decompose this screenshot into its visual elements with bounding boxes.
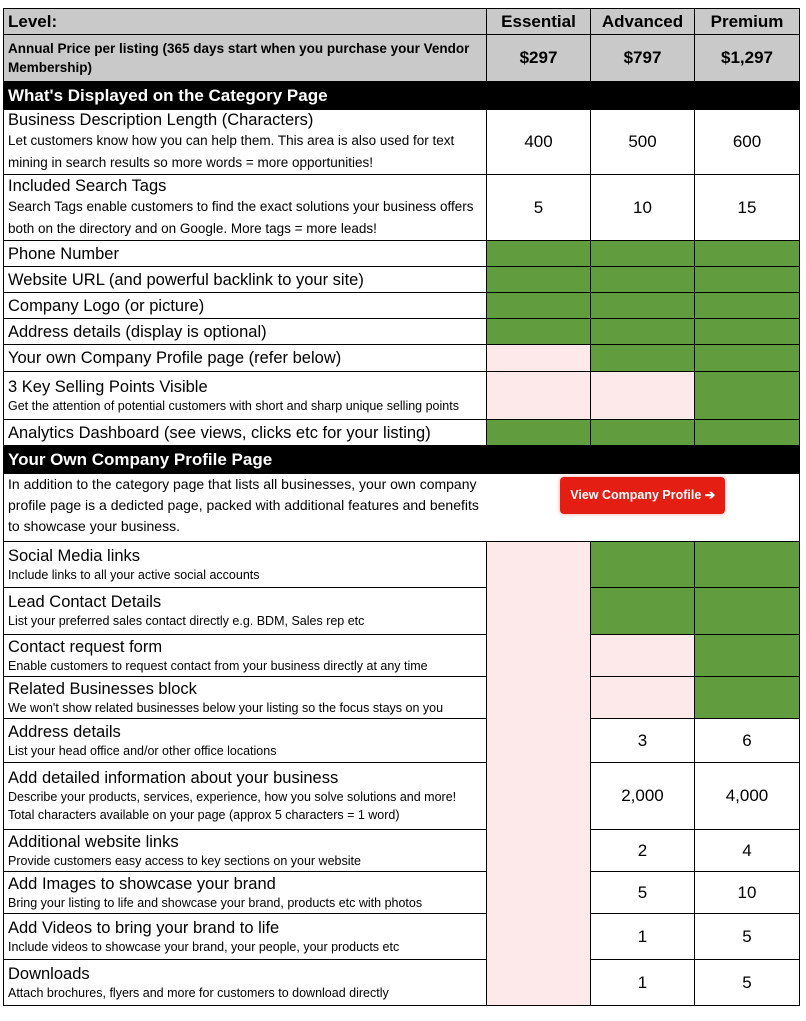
value-cell: 5	[695, 960, 800, 1006]
profile-feature-row	[4, 588, 800, 635]
feature-cell	[4, 110, 487, 175]
feature-title: Add Videos to bring your brand to life	[8, 918, 280, 937]
included-cell	[487, 420, 591, 446]
feature-row	[4, 267, 800, 293]
feature-title: Contact request form	[8, 637, 163, 656]
feature-cell	[4, 763, 487, 830]
feature-description: List your head office and/or other office locations	[8, 743, 277, 758]
column-advanced: Advanced	[591, 9, 695, 35]
feature-row	[4, 241, 800, 267]
value-cell: 400	[487, 110, 591, 175]
included-cell	[695, 267, 800, 293]
value-cell: 5	[591, 872, 695, 914]
column-essential: Essential	[487, 9, 591, 35]
feature-title: Analytics Dashboard (see views, clicks etc for your listing)	[8, 423, 431, 442]
feature-description: Attach brochures, flyers and more for customers to download directly	[8, 985, 389, 1000]
value-cell: 1	[591, 914, 695, 960]
value-cell: 5	[487, 175, 591, 241]
feature-title: 3 Key Selling Points Visible	[8, 377, 208, 396]
price-premium: $1,297	[695, 35, 800, 82]
included-cell	[695, 542, 800, 588]
feature-cell	[4, 960, 487, 1006]
included-cell	[695, 677, 800, 719]
included-cell	[695, 420, 800, 446]
feature-cell	[4, 372, 487, 420]
feature-description: Describe your products, services, experience, how you solve solutions and more!	[8, 790, 457, 804]
feature-cell	[4, 588, 487, 635]
included-cell	[695, 319, 800, 345]
feature-title: Additional website links	[8, 832, 179, 851]
button-label: View Company Profile	[570, 488, 702, 502]
value-cell: 15	[695, 175, 800, 241]
value-cell: 6	[695, 719, 800, 763]
profile-feature-row	[4, 719, 800, 763]
feature-title: Social Media links	[8, 546, 141, 565]
feature-title: Company Logo (or picture)	[8, 296, 205, 315]
feature-description: Provide customers easy access to key sections on your website	[8, 853, 361, 868]
value-cell: 2,000	[591, 763, 695, 830]
feature-description: Enable customers to request contact from your business directly at any time	[8, 658, 428, 673]
value-cell: 600	[695, 110, 800, 175]
section-header	[4, 446, 800, 474]
level-label: Level:	[4, 9, 487, 35]
feature-cell	[4, 542, 487, 588]
section-title: What's Displayed on the Category Page	[4, 82, 800, 110]
feature-title: Website URL (and powerful backlink to your site)	[8, 270, 364, 289]
included-cell	[695, 345, 800, 372]
profile-feature-row	[4, 635, 800, 677]
feature-cell	[4, 319, 487, 345]
included-cell	[487, 319, 591, 345]
not-included-cell	[487, 345, 591, 372]
not-included-cell	[591, 677, 695, 719]
feature-cell	[4, 914, 487, 960]
feature-description: List your preferred sales contact directly e.g. BDM, Sales rep etc	[8, 614, 365, 628]
value-cell: 5	[695, 914, 800, 960]
feature-row	[4, 175, 800, 241]
price-label: Annual Price per listing (365 days start when you purchase your Vendor Membership)	[4, 35, 487, 82]
profile-feature-row	[4, 542, 800, 588]
feature-title: Your own Company Profile page (refer below)	[8, 349, 342, 367]
included-cell	[695, 293, 800, 319]
feature-title: Address details (display is optional)	[8, 322, 267, 341]
header-row	[4, 9, 800, 35]
feature-cell	[4, 719, 487, 763]
price-row	[4, 35, 800, 82]
feature-title: Related Businesses block	[8, 679, 197, 698]
feature-title: Add Images to showcase your brand	[8, 874, 276, 893]
not-included-cell	[487, 372, 591, 420]
profile-feature-row	[4, 960, 800, 1006]
value-cell: 3	[591, 719, 695, 763]
arrow-right-icon: ➔	[704, 488, 716, 502]
value-cell: 500	[591, 110, 695, 175]
feature-row	[4, 345, 800, 372]
feature-row	[4, 372, 800, 420]
section-title: Your Own Company Profile Page	[4, 446, 800, 474]
view-company-profile-button[interactable]	[560, 477, 725, 514]
included-cell	[487, 267, 591, 293]
included-cell	[591, 267, 695, 293]
feature-description: Search Tags enable customers to find the exact solutions your business offers both on the directory and on Google. More tags = more leads!	[8, 198, 474, 236]
value-cell: 1	[591, 960, 695, 1006]
feature-cell	[4, 175, 487, 241]
feature-cell	[4, 345, 487, 372]
column-premium: Premium	[695, 9, 800, 35]
profile-feature-row	[4, 677, 800, 719]
feature-description: Get the attention of potential customers with short and sharp unique selling points	[8, 398, 459, 413]
included-cell	[695, 635, 800, 677]
included-cell	[591, 293, 695, 319]
feature-description: We won't show related businesses below your listing so the focus stays on you	[8, 700, 444, 715]
included-cell	[487, 293, 591, 319]
feature-description: Let customers know how you can help them. This area is also used for text mining in search results so more words = more opportunities!	[8, 133, 455, 170]
included-cell	[695, 241, 800, 267]
not-included-cell	[591, 635, 695, 677]
feature-cell	[4, 872, 487, 914]
feature-cell	[4, 635, 487, 677]
feature-title: Business Description Length (Characters)	[8, 111, 314, 129]
feature-cell	[4, 830, 487, 872]
included-cell	[591, 345, 695, 372]
included-cell	[591, 241, 695, 267]
value-cell: 10	[695, 872, 800, 914]
pricing-table	[3, 8, 800, 1006]
feature-title: Phone Number	[8, 244, 119, 263]
feature-cell	[4, 677, 487, 719]
section-header	[4, 82, 800, 110]
price-essential: $297	[487, 35, 591, 82]
value-cell: 10	[591, 175, 695, 241]
value-cell: 4,000	[695, 763, 800, 830]
profile-intro-row	[4, 474, 800, 542]
feature-title: Add detailed information about your business	[8, 769, 339, 787]
feature-cell	[4, 241, 487, 267]
included-cell	[591, 420, 695, 446]
profile-feature-row	[4, 830, 800, 872]
feature-row	[4, 110, 800, 175]
feature-row	[4, 293, 800, 319]
value-cell: 2	[591, 830, 695, 872]
profile-intro: In addition to the category page that lists all businesses, your own company profile page is a dedicted page, packed with additional features and benefits to showcase your business.	[4, 474, 487, 542]
feature-row	[4, 319, 800, 345]
included-cell	[591, 542, 695, 588]
feature-title: Lead Contact Details	[8, 593, 162, 611]
included-cell	[695, 372, 800, 420]
value-cell: 4	[695, 830, 800, 872]
feature-cell	[4, 420, 487, 446]
feature-description: Total characters available on your page (approx 5 characters = 1 word)	[8, 808, 400, 822]
feature-description: Include videos to showcase your brand, your people, your products etc	[8, 939, 400, 954]
feature-title: Included Search Tags	[8, 176, 167, 195]
included-cell	[695, 588, 800, 635]
profile-feature-row	[4, 763, 800, 830]
feature-title: Address details	[8, 722, 121, 741]
included-cell	[487, 241, 591, 267]
feature-description: Include links to all your active social accounts	[8, 567, 260, 582]
feature-cell	[4, 293, 487, 319]
essential-not-included-cell	[487, 542, 591, 1006]
included-cell	[591, 319, 695, 345]
profile-feature-row	[4, 872, 800, 914]
feature-title: Downloads	[8, 964, 90, 983]
feature-cell	[4, 267, 487, 293]
included-cell	[591, 588, 695, 635]
not-included-cell	[591, 372, 695, 420]
feature-row	[4, 420, 800, 446]
profile-feature-row	[4, 914, 800, 960]
feature-description: Bring your listing to life and showcase your brand, products etc with photos	[8, 895, 423, 910]
price-advanced: $797	[591, 35, 695, 82]
